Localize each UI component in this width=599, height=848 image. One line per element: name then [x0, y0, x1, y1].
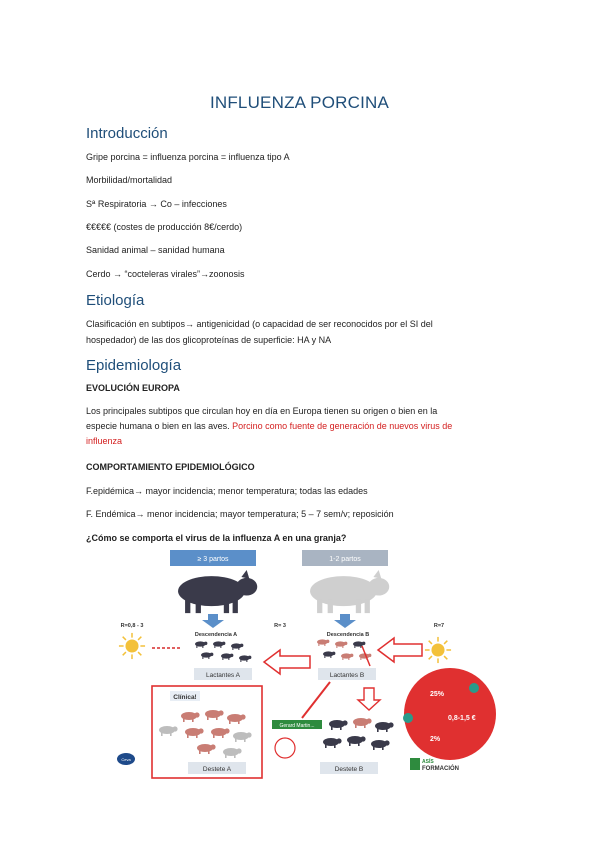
page-title: INFLUENZA PORCINA — [209, 93, 390, 112]
intro-line-6: Cerdo → “cocteleras virales”→zoonosis — [86, 269, 245, 279]
virus-small-icon — [275, 738, 295, 758]
intro-line-2: Morbilidad/mortalidad — [86, 175, 173, 185]
piglets-a — [195, 641, 251, 662]
arrow-b-to-a-icon — [264, 650, 310, 674]
arrow-to-clinica — [302, 682, 330, 718]
cost-circle — [404, 668, 496, 760]
r-mid-label: R= 3 — [274, 623, 286, 629]
heading-epidemiologia: Epidemiología — [86, 357, 182, 374]
evolucion-line-3: influenza — [86, 436, 123, 446]
evolucion-highlight: Porcino como fuente de generación de nuevos virus de — [229, 421, 453, 431]
etiologia-line-1: Clasificación en subtipos→ antigenicidad (o capacidad de ser reconocidos por el SI del — [86, 319, 433, 329]
lactantes-b-label: Lactantes B — [329, 672, 365, 679]
intro-line-4: €€€€€ (costes de producción 8€/cerdo) — [86, 222, 243, 232]
intro-line-1: Gripe porcina = influenza porcina = influenza tipo A — [86, 152, 290, 162]
virus-left-icon — [119, 633, 145, 659]
forma-endemica: F. Endémica→ menor incidencia; mayor temperatura; 5 – 7 sem/v; reposición — [86, 509, 394, 519]
cost-badge-1: 25% — [430, 691, 445, 698]
evolucion-text: especie humana o bien en las aves. — [86, 421, 230, 431]
destete-b-label: Destete B — [334, 766, 364, 773]
weaners-a — [159, 710, 252, 758]
syringe-teal-icon — [403, 713, 413, 723]
subheading-comportamiento: COMPORTAMIENTO EPIDEMIOLÓGICO — [86, 462, 255, 472]
sow-light-icon — [310, 570, 389, 613]
question-heading: ¿Cómo se comporta el virus de la influenza A en una granja? — [86, 533, 347, 543]
heading-etiologia: Etiología — [86, 292, 145, 309]
intro-line-3: Sª Respiratoria → Co – infecciones — [86, 199, 227, 209]
lactantes-a-label: Lactantes A — [206, 672, 240, 679]
arrow-down-red-icon — [358, 688, 380, 710]
arrow-down-b-icon — [334, 614, 356, 628]
weaners-b — [323, 718, 394, 750]
evolucion-line-2 — [86, 419, 516, 434]
influenza-farm-diagram — [112, 548, 497, 782]
arrow-down-a-icon — [202, 614, 224, 628]
subheading-evolucion-europa: EVOLUCIÓN EUROPA — [86, 383, 180, 393]
sow-dark-icon — [178, 570, 257, 613]
formacion-logo-icon — [410, 758, 420, 770]
arrow-right-to-b-icon — [378, 638, 422, 662]
destete-a-label: Destete A — [202, 766, 232, 773]
cost-badge-3: 2% — [430, 736, 441, 743]
evolucion-line-1: Los principales subtipos que circulan hoy en día en Europa tienen su origen o bien en la — [86, 406, 438, 416]
formacion-text-2: FORMACIÓN — [422, 766, 459, 772]
pig-teal-icon — [469, 683, 479, 693]
heading-introduccion: Introducción — [86, 125, 168, 142]
cost-badge-2: 0,8-1,5 € — [448, 715, 476, 722]
etiologia-line-2: hospedador) de las dos glicoproteínas de superficie: HA y NA — [86, 335, 332, 345]
r-right-label: R=7 — [433, 623, 445, 629]
ceva-logo-text: Ceva — [121, 757, 131, 762]
author-label: Gerard Martin... — [279, 723, 315, 729]
formacion-text-1: ASÍS — [422, 759, 434, 765]
parity-label-low: 1-2 partos — [329, 556, 361, 563]
clinica-label: Clínica! — [173, 694, 197, 701]
virus-right-icon — [425, 637, 451, 663]
descendencia-a-label: Descendencia A — [194, 632, 238, 638]
descendencia-b-label: Descendencia B — [326, 632, 370, 638]
parity-label-high: ≥ 3 partos — [197, 556, 229, 563]
intro-line-5: Sanidad animal – sanidad humana — [86, 245, 225, 255]
forma-epidemica: F.epidémica→ mayor incidencia; menor temperatura; todas las edades — [86, 486, 368, 496]
r-left-label: R=0,8 - 3 — [120, 623, 144, 629]
